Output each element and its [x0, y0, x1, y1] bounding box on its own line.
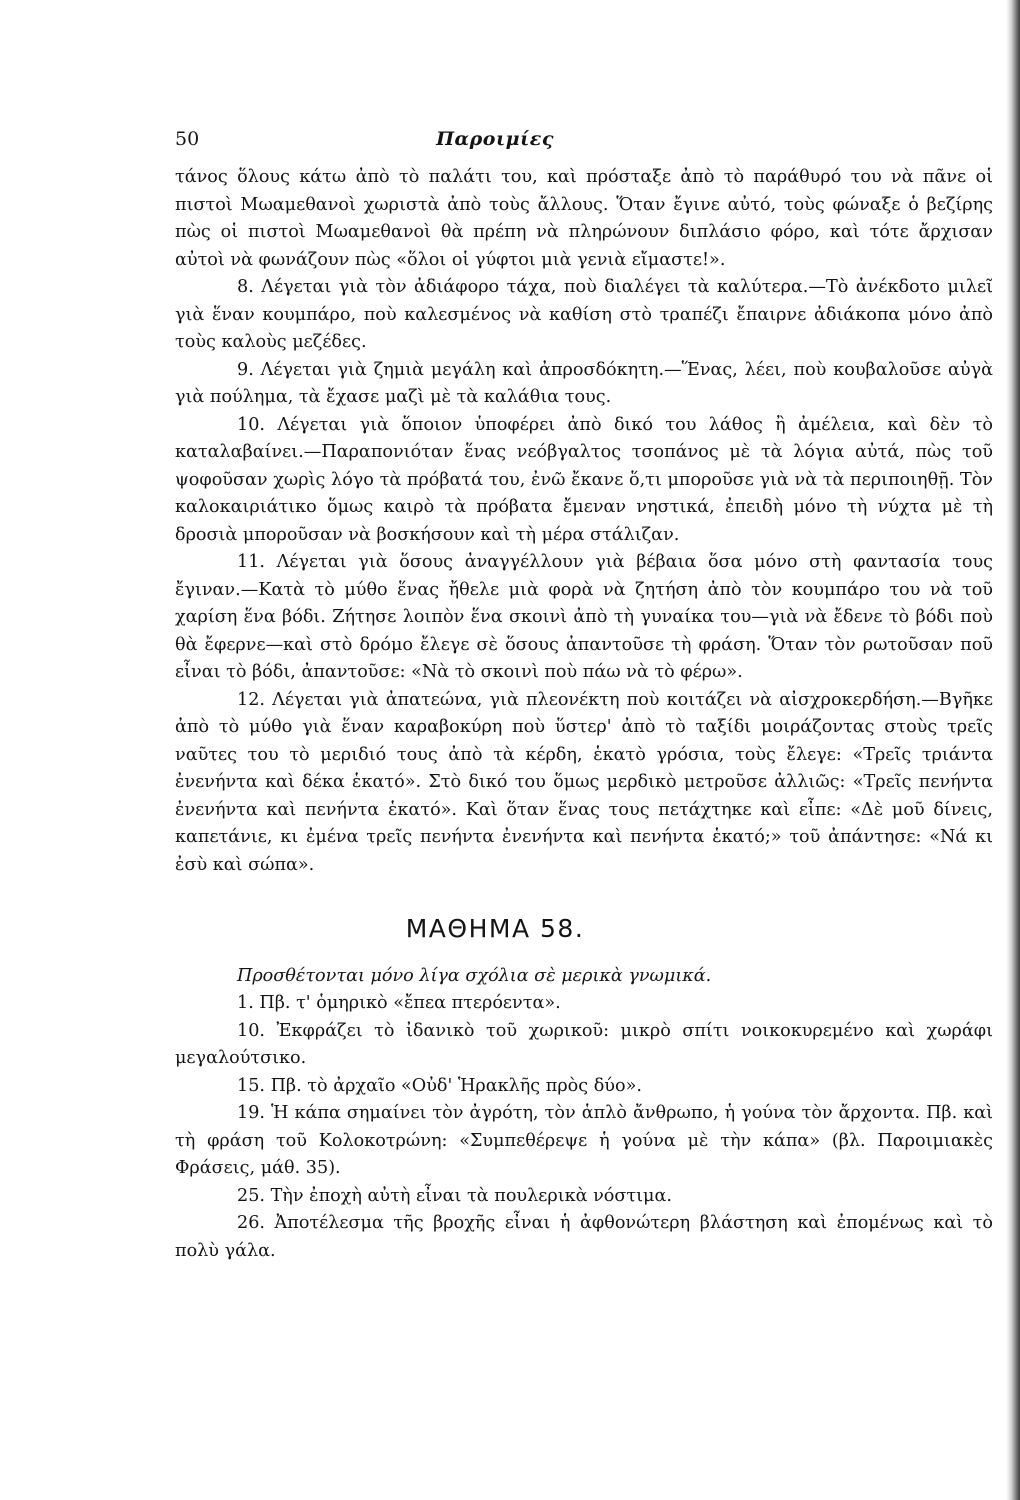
- paragraph-continuation: τάνος ὅλους κάτω ἀπὸ τὸ παλάτι του, καὶ πρόσταξε ἀπὸ τὸ παράθυρό του νὰ πᾶνε οἱ πιστοὶ Μωαμεθανοὶ χωριστὰ ἀπὸ τοὺς ἄλλους. Ὅταν ἔγινε αὐτό, τοὺς φώναξε ὁ βεζίρης πὼς οἱ πιστοὶ Μωαμεθανοὶ θὰ πρέπη νὰ πληρώνουν διπλάσιο φόρο, καὶ τότε ἄρχισαν αὐτοὶ νὰ φωνάζουν πὼς «ὅλοι οἱ γύφτοι μιὰ γενιὰ εἴμαστε!».: [175, 167, 993, 270]
- page-edge-shadow: [1006, 0, 1020, 1500]
- section-heading: ΜΑΘΗΜΑ 58.: [405, 914, 585, 943]
- comment-26: 26. Ἀποτέλεσμα τῆς βροχῆς εἶναι ἡ ἀφθονώτερη βλάστηση καὶ ἐπομένως καὶ τὸ πολὺ γάλα.: [175, 1213, 993, 1261]
- comment-1: 1. Πβ. τ' ὁμηρικὸ «ἔπεα πτερόεντα».: [237, 993, 561, 1013]
- book-page: [175, 128, 995, 1265]
- running-title: Παροιμίες: [436, 128, 554, 150]
- comment-25: 25. Τὴν ἐποχὴ αὐτὴ εἶναι τὰ πουλερικὰ νόστιμα.: [237, 1185, 672, 1206]
- paragraph-note-9: 9. Λέγεται γιὰ ζημιὰ μεγάλη καὶ ἀπροσδόκητη.—Ἕνας, λέει, ποὺ κουβαλοῦσε αὐγὰ γιὰ πούλημα, τὰ ἔχασε μαζὶ μὲ τὰ καλάθια τους.: [175, 359, 993, 407]
- comment-10: 10. Ἐκφράζει τὸ ἰδανικὸ τοῦ χωρικοῦ: μικρὸ σπίτι νοικοκυρεμένο καὶ χωράφι μεγαλούτσικο.: [175, 1020, 993, 1068]
- body-text: [175, 164, 993, 1265]
- page-number: 50: [175, 128, 200, 150]
- paragraph-note-12: 12. Λέγεται γιὰ ἀπατεώνα, γιὰ πλεονέκτη ποὺ κοιτάζει νὰ αἰσχροκερδήση.—Βγῆκε ἀπὸ τὸ μύθο γιὰ ἕναν καραβοκύρη ποὺ ὕστερ' ἀπὸ τὸ ταξίδι μοιράζοντας στοὺς τρεῖς ναῦτες του τὸ μεριδιό τους ἀπὸ τὰ κέρδη, ἑκατὸ γρόσια, τοὺς ἔλεγε: «Τρεῖς τριάντα ἐνενήντα καὶ δέκα ἑκατό». Στὸ δικό του ὅμως μερδικὸ μετροῦσε ἀλλιῶς: «Τρεῖς πενήντα ἐνενήντα καὶ πενήντα ἑκατό». Καὶ ὅταν ἕνας τους πετάχτηκε καὶ εἶπε: «Δὲ μοῦ δίνεις, καπετάνιε, κι ἐμένα τρεῖς πενήντα ἐνενήντα καὶ πενήντα ἑκατό;» τοῦ ἀπάντησε: «Νά κι ἐσὺ καὶ σώπα».: [175, 689, 993, 875]
- paragraph-note-11: 11. Λέγεται γιὰ ὅσους ἀναγγέλλουν γιὰ βέβαια ὅσα μόνο στὴ φαντασία τους ἔγιναν.—Κατὰ τὸ μύθο ἕνας ἤθελε μιὰ φορὰ νὰ ζητήση ἀπὸ τὸν κουμπάρο του νὰ τοῦ χαρίση ἕνα βόδι. Ζήτησε λοιπὸν ἕνα σκοινὶ ἀπὸ τὴ γυναίκα του—γιὰ νὰ ἔδενε τὸ βόδι ποὺ θὰ ἔφερνε—καὶ στὸ δρόμο ἔλεγε σὲ ὅσους ἀπαντοῦσε τὴ φράση. Ὅταν τὸν ρωτοῦσαν ποῦ εἶναι τὸ βόδι, ἀπαντοῦσε: «Νὰ τὸ σκοινὶ ποὺ πάω νὰ τὸ φέρω».: [175, 552, 993, 682]
- paragraph-note-8: 8. Λέγεται γιὰ τὸν ἀδιάφορο τάχα, ποὺ διαλέγει τὰ καλύτερα.—Τὸ ἀνέκδοτο μιλεῖ γιὰ ἕναν κουμπάρο, ποὺ καλεσμένος νὰ καθίση στὸ τραπέζι ἔπαιρνε ἀδιάκοπα μόνο ἀπὸ τοὺς καλοὺς μεζέδες.: [175, 277, 993, 352]
- section-intro: Προσθέτονται μόνο λίγα σχόλια σὲ μερικὰ γνωμικά.: [237, 965, 712, 986]
- page-header: [175, 128, 995, 164]
- comment-15: 15. Πβ. τὸ ἀρχαῖο «Οὐδ' Ἡρακλῆς πρὸς δύο».: [237, 1075, 642, 1096]
- paragraph-note-10: 10. Λέγεται γιὰ ὅποιον ὑποφέρει ἀπὸ δικό του λάθος ἢ ἀμέλεια, καὶ δὲν τὸ καταλαβαίνει.—Παραπονιόταν ἕνας νεόβγαλτος τσοπάνος μὲ τὰ λόγια αὐτά, πὼς τοῦ ψοφοῦσαν χωρὶς λόγο τὰ πρόβατά του, ἐνῶ ἔκανε ὅ,τι μποροῦσε γιὰ νὰ τὰ περιποιηθῇ. Τὸν καλοκαιριάτικο ὅμως καιρὸ τὰ πρόβατα ἔμεναν νηστικά, ἐπειδὴ μόνο τὴ νύχτα μὲ τὴ δροσιὰ μποροῦσαν νὰ βοσκήσουν καὶ τὴ μέρα στάλιζαν.: [175, 414, 993, 545]
- comment-19: 19. Ἡ κάπα σημαίνει τὸν ἀγρότη, τὸν ἁπλὸ ἄνθρωπο, ἡ γούνα τὸν ἄρχοντα. Πβ. καὶ τὴ φράση τοῦ Κολοκοτρώνη: «Συμπεθέρεψε ἡ γούνα μὲ τὴν κάπα» (βλ. Παροιμιακὲς Φράσεις, μάθ. 35).: [175, 1103, 993, 1178]
